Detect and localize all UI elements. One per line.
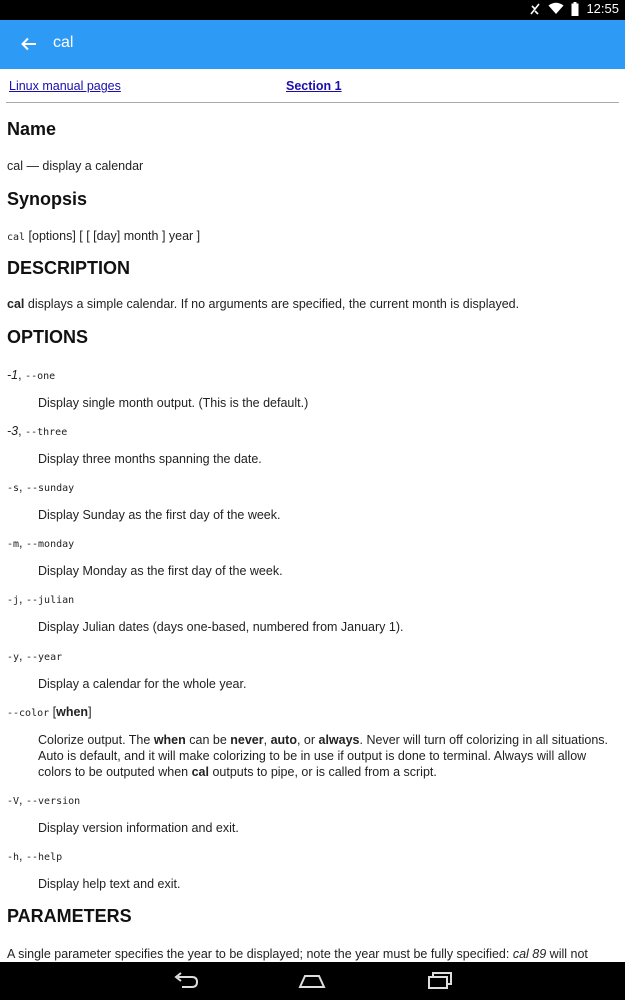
option-sunday-desc: Display Sunday as the first day of the week. bbox=[38, 508, 281, 522]
option-monday bbox=[7, 535, 74, 553]
option-julian bbox=[7, 591, 74, 609]
synopsis-args: [options] [ [ [day] month ] year ] bbox=[25, 229, 201, 243]
description-cmd: cal bbox=[7, 297, 25, 311]
options-heading: OPTIONS bbox=[7, 327, 89, 347]
option-short: -V bbox=[7, 796, 20, 807]
option-short: -m bbox=[7, 539, 20, 550]
option-help-desc: Display help text and exit. bbox=[38, 877, 181, 891]
option-long: --version bbox=[26, 796, 81, 807]
desc-part: cal bbox=[191, 765, 209, 779]
option-sep: , bbox=[18, 424, 26, 438]
description-text bbox=[7, 296, 519, 312]
parameters-part: will not bbox=[546, 947, 588, 961]
option-sep: , bbox=[19, 480, 26, 494]
option-sep: , bbox=[19, 793, 26, 807]
wifi-icon bbox=[548, 2, 564, 15]
option-bracket: [ bbox=[49, 705, 57, 719]
parameters-text bbox=[7, 946, 588, 962]
option-sep: , bbox=[19, 536, 26, 550]
app-title: cal bbox=[53, 34, 74, 51]
option-short: -j bbox=[7, 595, 20, 606]
option-three-desc: Display three months spanning the date. bbox=[38, 452, 262, 466]
option-long: --monday bbox=[26, 539, 75, 550]
option-version bbox=[7, 792, 80, 810]
option-one bbox=[7, 367, 55, 385]
description-body: displays a simple calendar. If no arguments are specified, the current month is displayed. bbox=[24, 297, 520, 311]
option-sep: , bbox=[18, 368, 26, 382]
navigation-bar bbox=[0, 962, 625, 1000]
parameters-part: A single parameter specifies the year to be displayed; note the year must be fully specified: bbox=[7, 947, 513, 961]
recent-apps-icon[interactable] bbox=[427, 972, 453, 995]
option-sep: , bbox=[19, 849, 26, 863]
option-version-desc: Display version information and exit. bbox=[38, 821, 239, 835]
manual-content[interactable] bbox=[0, 69, 625, 962]
option-julian-desc: Display Julian dates (days one-based, numbered from January 1). bbox=[38, 620, 404, 634]
back-icon[interactable] bbox=[172, 972, 200, 995]
back-arrow-icon[interactable] bbox=[20, 35, 38, 53]
option-long: --help bbox=[26, 852, 63, 863]
app-bar bbox=[0, 20, 625, 69]
option-year-desc: Display a calendar for the whole year. bbox=[38, 677, 247, 691]
option-short: -y bbox=[7, 652, 20, 663]
option-color bbox=[7, 704, 92, 722]
option-arg: when bbox=[56, 705, 89, 719]
synopsis-cmd: cal bbox=[7, 232, 26, 243]
desc-part: Colorize output. The bbox=[38, 733, 154, 747]
option-color-desc bbox=[38, 732, 608, 780]
status-time: 12:55 bbox=[586, 1, 619, 16]
section-1-link[interactable]: Section 1 bbox=[286, 79, 342, 93]
parameters-heading: PARAMETERS bbox=[7, 906, 132, 926]
synopsis-heading: Synopsis bbox=[7, 189, 88, 209]
name-heading: Name bbox=[7, 119, 57, 139]
description-heading: DESCRIPTION bbox=[7, 258, 131, 278]
desc-part: , bbox=[263, 733, 271, 747]
desc-part: auto bbox=[270, 733, 297, 747]
desc-part: always bbox=[318, 733, 360, 747]
option-long: --color bbox=[7, 708, 50, 719]
no-signal-icon bbox=[529, 2, 541, 16]
option-short: -h bbox=[7, 852, 20, 863]
breadcrumb bbox=[0, 69, 625, 103]
option-sep: , bbox=[19, 649, 26, 663]
home-icon[interactable] bbox=[297, 973, 327, 994]
option-short: -3 bbox=[7, 424, 19, 438]
desc-part: when bbox=[153, 733, 186, 747]
name-text: cal — display a calendar bbox=[7, 159, 144, 173]
option-sunday bbox=[7, 479, 74, 497]
option-long: --year bbox=[26, 652, 63, 663]
divider bbox=[6, 102, 619, 103]
status-bar bbox=[0, 0, 625, 20]
option-monday-desc: Display Monday as the first day of the week. bbox=[38, 564, 283, 578]
parameters-example: cal 89 bbox=[512, 947, 547, 961]
synopsis-text bbox=[7, 228, 200, 246]
option-long: --three bbox=[25, 427, 68, 438]
desc-part: , or bbox=[296, 733, 319, 747]
option-sep: , bbox=[19, 592, 26, 606]
linux-manual-pages-link[interactable]: Linux manual pages bbox=[9, 79, 121, 93]
option-bracket: ] bbox=[88, 705, 92, 719]
battery-icon bbox=[571, 2, 579, 16]
option-short: -1 bbox=[7, 368, 19, 382]
option-long: --one bbox=[25, 371, 56, 382]
option-three bbox=[7, 423, 67, 441]
option-one-desc: Display single month output. (This is the default.) bbox=[38, 396, 309, 410]
option-long: --sunday bbox=[26, 483, 75, 494]
option-short: -s bbox=[7, 483, 20, 494]
desc-part: never bbox=[230, 733, 264, 747]
desc-part: can be bbox=[185, 733, 231, 747]
desc-part: outputs to pipe, or is called from a script. bbox=[208, 765, 437, 779]
option-year bbox=[7, 648, 62, 666]
option-help bbox=[7, 848, 62, 866]
option-long: --julian bbox=[26, 595, 75, 606]
desc-part: . Never will turn off colorizing in all situations. Auto is default, and it will make colorizing to be in use if output is done to terminal. Always will allow colors to be outputed when bbox=[38, 733, 609, 779]
